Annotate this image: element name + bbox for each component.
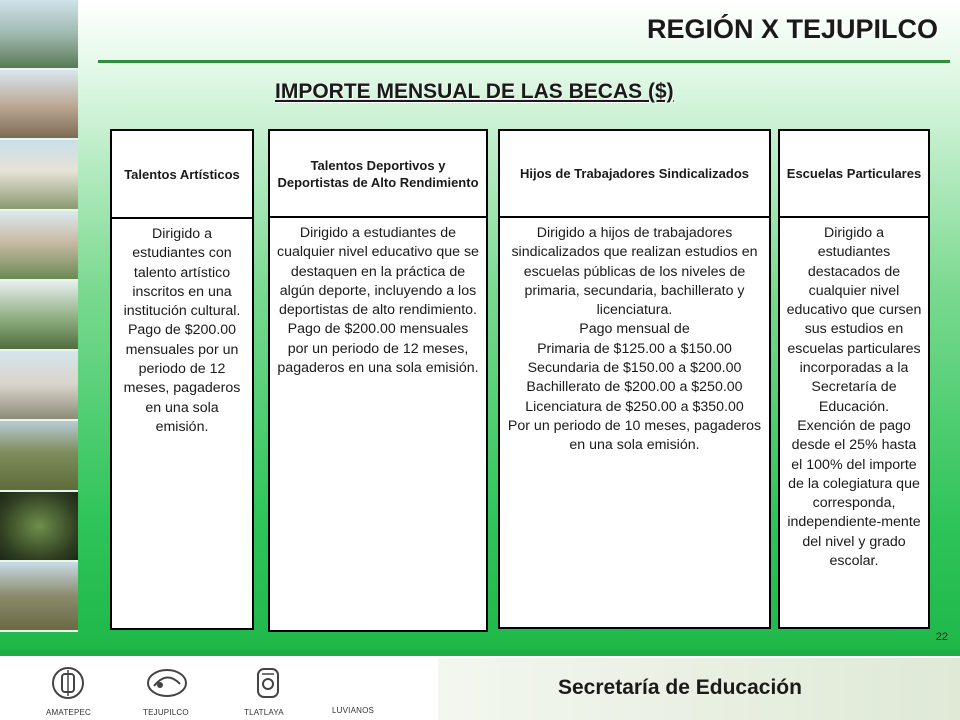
card-body: Dirigido a estudiantes con talento artístico inscritos en una institución cultural. Pago de $200.00 mensuales por un periodo de 12 meses, pagaderos en una sola emisión. <box>123 226 241 435</box>
scholarship-card-hijos-trabajadores <box>498 129 771 629</box>
card-heading: Talentos Deportivos y Deportistas de Alto Rendimiento <box>270 131 486 218</box>
logo-label: LUVIANOS <box>332 706 375 715</box>
card-heading: Escuelas Particulares <box>780 131 928 218</box>
scholarship-card-talentos-deportivos <box>268 129 488 632</box>
page-title: IMPORTE MENSUAL DE LAS BECAS ($) <box>275 80 674 103</box>
amatepec-logo-icon <box>48 664 88 702</box>
town-photo <box>0 140 78 210</box>
card-heading: Talentos Artísticos <box>112 131 252 219</box>
region-title: REGIÓN X TEJUPILCO <box>646 14 938 44</box>
photo-strip <box>0 0 78 632</box>
plaza-photo <box>0 281 78 351</box>
tlatlaya-logo-icon <box>248 664 288 702</box>
card-body: Dirigido a estudiantes destacados de cualquier nivel educativo que cursen sus estudios en escuelas particulares incorporadas a la Secretaría de Educación. Exención de pago desde el 25% hasta el 100% del importe de la colegiatura que corresponda, independiente-mente del nivel y grado escolar. <box>786 225 922 570</box>
card-heading: Hijos de Trabajadores Sindicalizados <box>500 131 769 218</box>
town-photo <box>0 70 78 140</box>
footer <box>0 650 960 720</box>
landscape-photo <box>0 421 78 491</box>
card-body: Dirigido a hijos de trabajadores sindicalizados que realizan estudios en escuelas públicas de los niveles de primaria, secundaria, bachillerato y licenciatura. Pago mensual de Primaria de $125.00 a $150.00 Secundaria de $150.00 a $200.00 Bachillerato de $200.00 a $250.00 Licenciatura de $250.00 a $350.00 Por un periodo de 10 meses, pagaderos en una sola emisión. <box>507 225 762 454</box>
logo-label: AMATEPEC <box>46 708 92 717</box>
scholarship-card-escuelas-particulares <box>778 129 930 629</box>
card-body: Dirigido a estudiantes de cualquier nivel educativo que se destaquen en la práctica de algún deporte, incluyendo a los deportistas de alto rendimiento. Pago de $200.00 mensuales por un periodo de 12 meses, pagaderos en una sola emisión. <box>277 225 479 377</box>
secretaria-banner <box>438 658 960 720</box>
town-photo <box>0 0 78 70</box>
title-divider <box>98 60 950 63</box>
building-photo <box>0 351 78 421</box>
church-photo <box>0 211 78 281</box>
footer-divider <box>0 650 960 656</box>
mountain-photo <box>0 562 78 632</box>
logo-label: TLATLAYA <box>244 708 284 717</box>
tejupilco-logo-icon <box>145 664 189 702</box>
page-number: 22 <box>935 631 948 643</box>
logo-label: TEJUPILCO <box>143 708 189 717</box>
secretaria-label: Secretaría de Educación <box>558 676 802 699</box>
cave-photo <box>0 492 78 562</box>
scholarship-card-talentos-artisticos <box>110 129 254 630</box>
